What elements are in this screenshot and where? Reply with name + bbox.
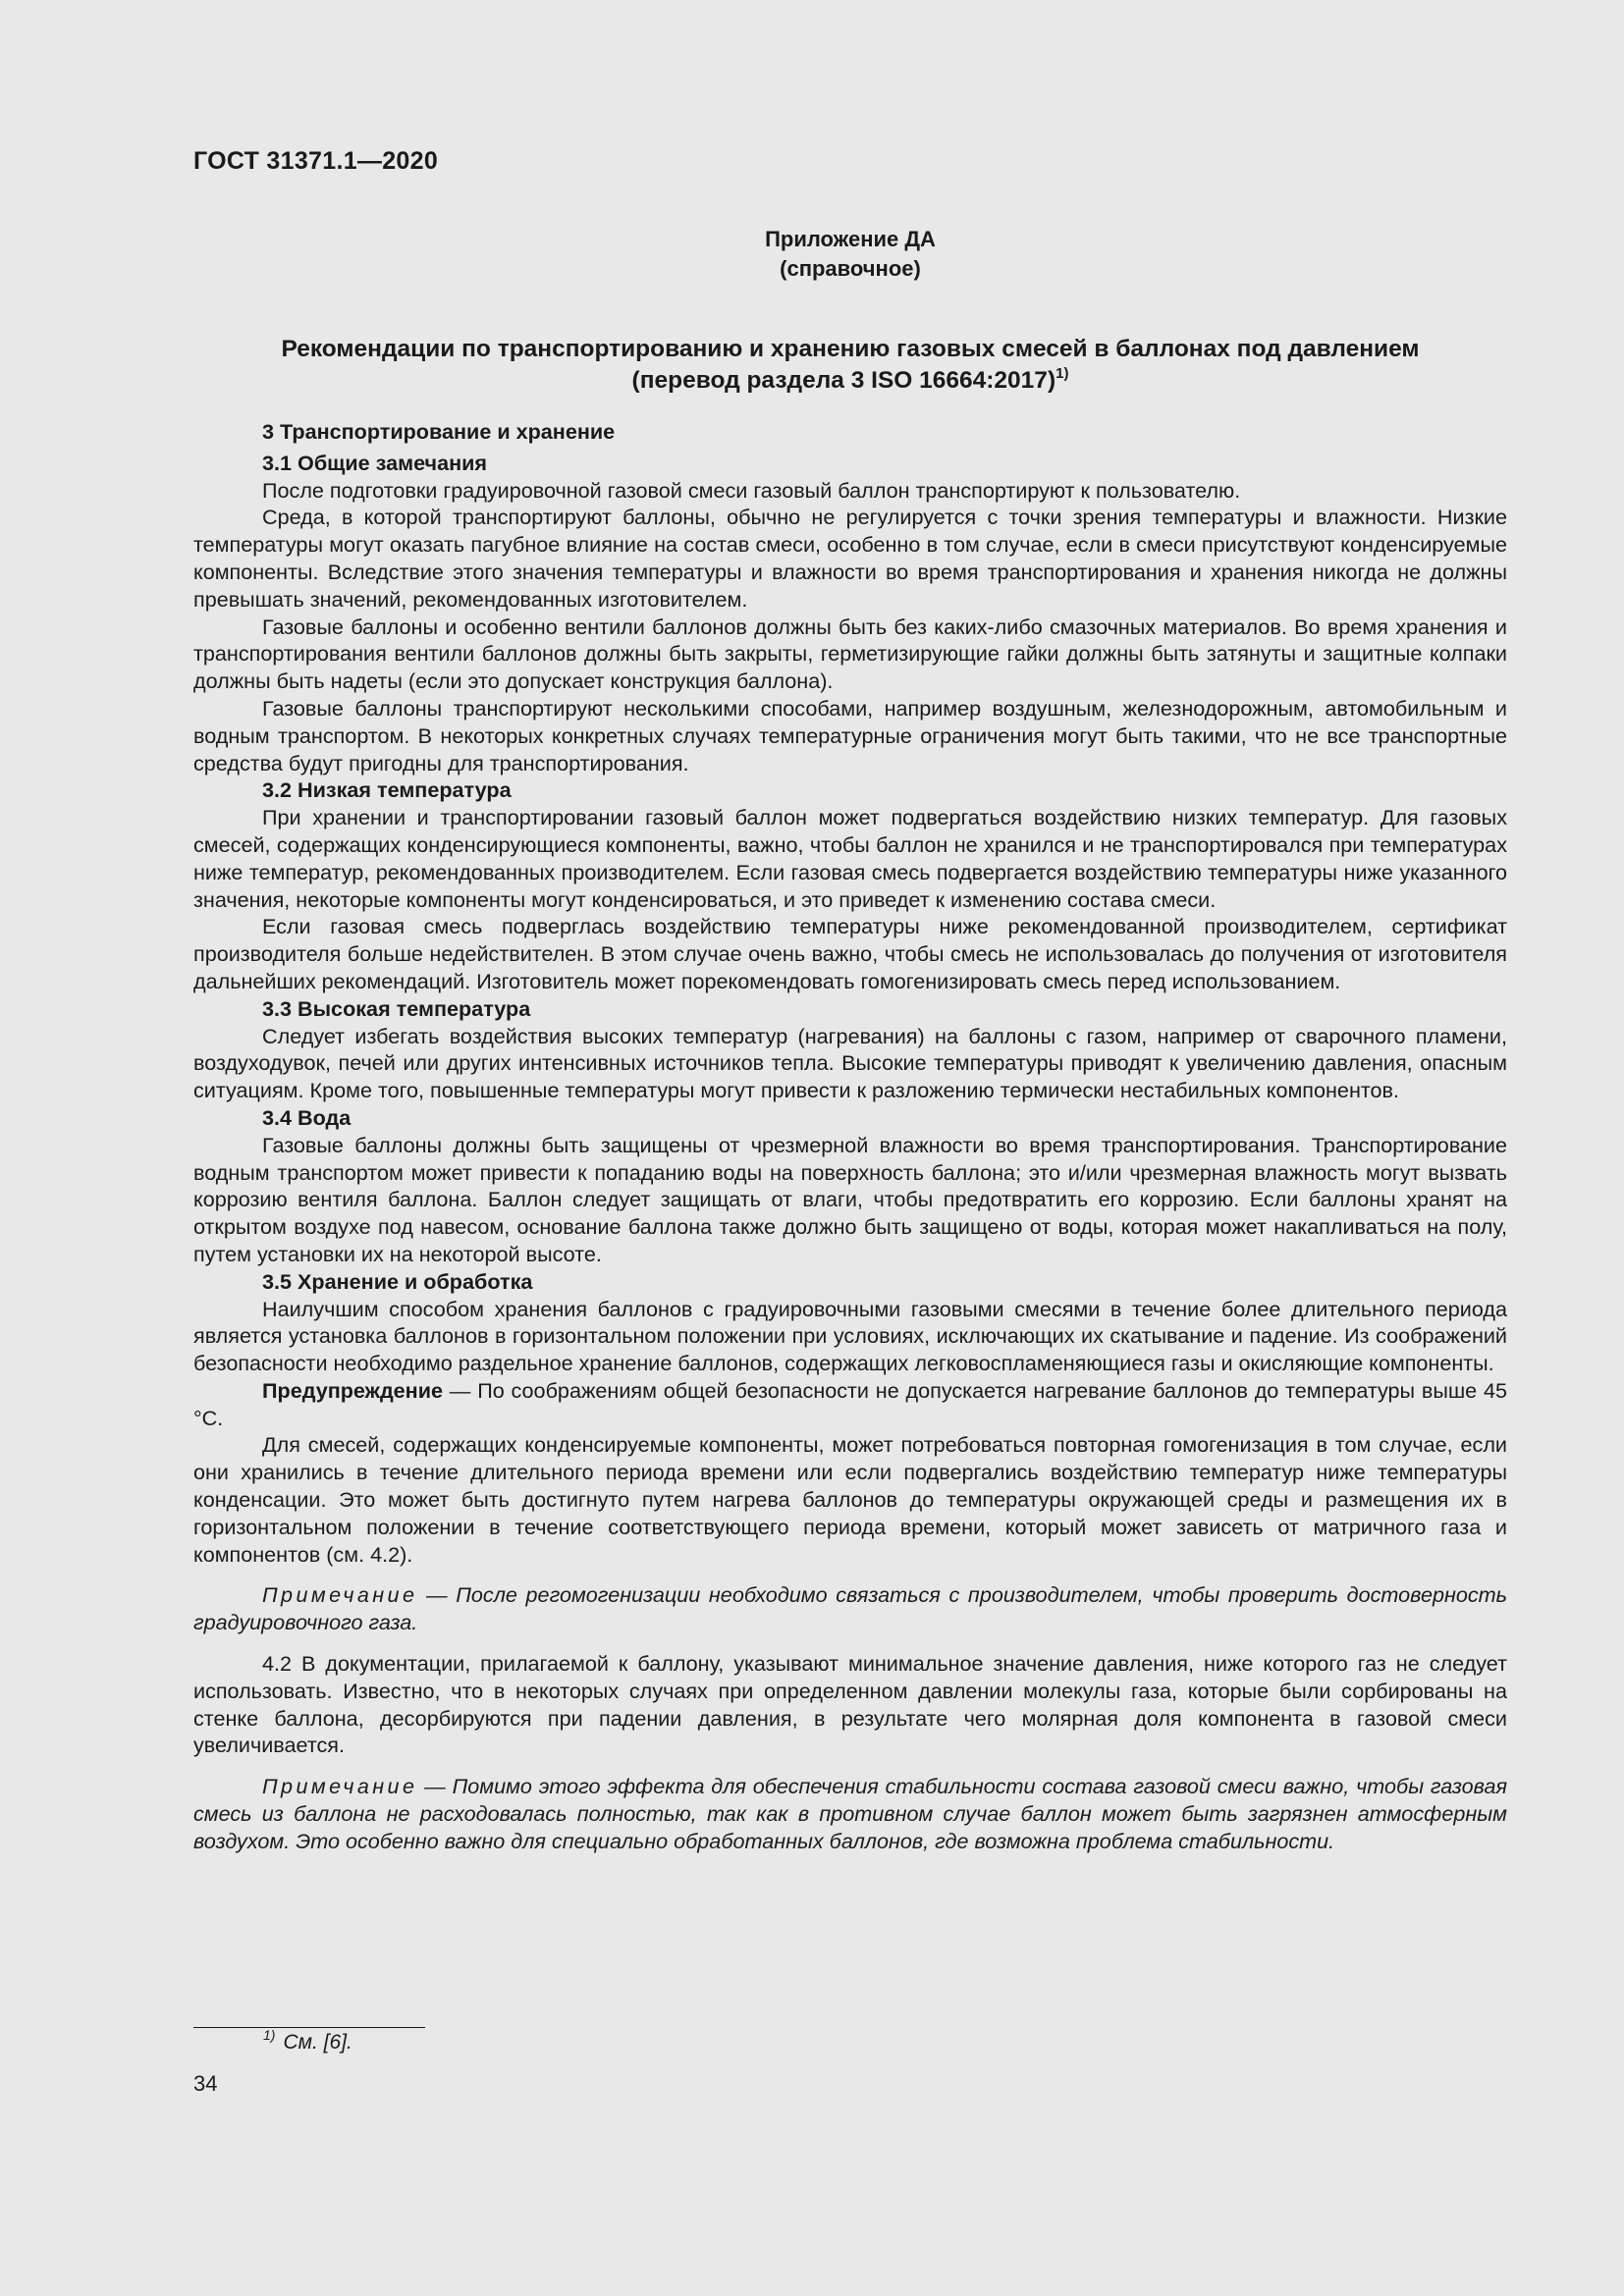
- footnote-divider: [193, 2027, 425, 2028]
- paragraph: Наилучшим способом хранения баллонов с градуировочными газовыми смесями в течение более длительного периода является установка баллонов в горизонтальном положении при условиях, исключающих их скатывание и падение. Из соображений безопасности необходимо раздельное хранение баллонов, содержащих легковоспламеняющиеся газы и окисляющие компоненты.: [193, 1296, 1507, 1376]
- paragraph: Газовые баллоны транспортируют несколькими способами, например воздушным, железнодорожным, автомобильным и водным транспортом. В некоторых конкретных случаях температурные ограничения могут быть такими, что не все транспортные средства будут пригодны для транспортирования.: [193, 695, 1507, 775]
- paragraph: Следует избегать воздействия высоких температур (нагревания) на баллоны с газом, например от сварочного пламени, воздуходувок, печей или других интенсивных источников тепла. Высокие температуры приводят к увеличению давления, опасным ситуациям. Кроме того, повышенные температуры могут привести к разложению термически нестабильных компонентов.: [193, 1023, 1507, 1103]
- paragraph: После подготовки градуировочной газовой смеси газовый баллон транспортируют к пользователю.: [262, 477, 1241, 503]
- section-heading: 3 Транспортирование и хранение: [262, 419, 616, 444]
- document-title: [193, 334, 1507, 397]
- paragraph: 4.2 В документации, прилагаемой к баллону, указывают минимальное значение давления, ниже которого газ не следует использовать. Известно, что в некоторых случаях при определенном давлении молекулы газа, которые были сорбированы на стенке баллона, десорбируются при падении давления, в результате чего молярная доля компонента в газовой смеси увеличивается.: [193, 1651, 1507, 1758]
- warning-label: Предупреждение: [262, 1377, 444, 1403]
- page-number: 34: [193, 2071, 218, 2096]
- annex-heading: [193, 225, 1507, 284]
- annex-status: (справочное): [780, 256, 921, 281]
- paragraph: Среда, в которой транспортируют баллоны, обычно не регулируется с точки зрения температуры и влажности. Низкие температуры могут оказать пагубное влияние на состав смеси, особенно в том случае, если в смеси присутствуют конденсируемые компоненты. Вследствие этого значения температуры и влажности во время транспортирования и хранения никогда не должны превышать значений, рекомендованных изготовителем.: [193, 505, 1507, 612]
- subsection-heading-3-3: 3.3 Высокая температура: [262, 995, 531, 1021]
- standard-code: ГОСТ 31371.1—2020: [193, 147, 439, 175]
- warning-text: — По соображениям общей безопасности не допускается нагревание баллонов до температуры выше 45 °С.: [193, 1377, 1507, 1430]
- footnote-text: См. [6].: [283, 2031, 352, 2054]
- subsection-heading-3-1: 3.1 Общие замечания: [262, 450, 488, 475]
- note-label: Примечание: [262, 1774, 418, 1799]
- title-line-2: [193, 365, 1507, 397]
- title-line-1: Рекомендации по транспортированию и хранению газовых смесей в баллонах под давлением: [281, 336, 1420, 362]
- title-line-2-text: (перевод раздела 3 ISO 16664:2017): [631, 367, 1056, 394]
- paragraph: Если газовая смесь подверглась воздействию температуры ниже рекомендованной производителем, сертификат производителя больше недействителен. В этом случае очень важно, чтобы смесь не использовалась до получения от изготовителя дальнейших рекомендаций. Изготовитель может порекомендовать гомогенизировать смесь перед использованием.: [193, 914, 1507, 993]
- paragraph: Газовые баллоны и особенно вентили баллонов должны быть без каких-либо смазочных материалов. Во время хранения и транспортирования вентили баллонов должны быть закрыты, герметизирующие гайки должны быть затянуты и защитные колпаки должны быть надеты (если это допускает конструкция баллона).: [193, 614, 1507, 694]
- note-paragraph: [193, 1581, 1507, 1636]
- footnote: [263, 2027, 352, 2055]
- paragraph: Газовые баллоны должны быть защищены от чрезмерной влажности во время транспортирования. Транспортирование водным транспортом может привести к попаданию воды на поверхность баллона; это и/или чрезмерная влажность могут вызвать коррозию вентиля баллона. Баллон следует защищать от влаги, чтобы предотвратить его коррозию. Если баллоны хранят на открытом воздухе под навесом, основание баллона также должно быть защищено от воды, которая может накапливаться на полу, путем установки их на некоторой высоте.: [193, 1132, 1507, 1266]
- note-text: — Помимо этого эффекта для обеспечения стабильности состава газовой смеси важно, чтобы газовая смесь из баллона не расходовалась полностью, так как в противном случае баллон может быть загрязнен атмосферным воздухом. Это особенно важно для специально обработанных баллонов, где возможна проблема стабильности.: [193, 1774, 1507, 1853]
- note-text: — После регомогенизации необходимо связаться с производителем, чтобы проверить достоверность градуировочного газа.: [193, 1582, 1507, 1635]
- subsection-heading-3-4: 3.4 Вода: [262, 1104, 352, 1130]
- subsection-heading-3-5: 3.5 Хранение и обработка: [262, 1268, 533, 1294]
- title-footnote-ref: 1): [1056, 365, 1069, 382]
- body-text: [193, 418, 1507, 1869]
- subsection-heading-3-2: 3.2 Низкая температура: [262, 777, 512, 803]
- paragraph: Для смесей, содержащих конденсируемые компоненты, может потребоваться повторная гомогенизация в том случае, если они хранились в течение длительного периода времени или если подвергались воздействию температур ниже температуры конденсации. Это может быть достигнуто путем нагрева баллонов до температуры окружающей среды и размещения их в горизонтальном положении в течение соответствующего периода времени, который может зависеть от матричного газа и компонентов (см. 4.2).: [193, 1432, 1507, 1567]
- warning-paragraph: [193, 1377, 1507, 1432]
- annex-title: Приложение ДА: [765, 227, 936, 251]
- paragraph: При хранении и транспортировании газовый баллон может подвергаться воздействию низких температур. Для газовых смесей, содержащих конденсирующиеся компоненты, важно, чтобы баллон не хранился и не транспортировался при температурах ниже температур, рекомендованных производителем. Если газовая смесь подвергается воздействию температуры ниже указанного значения, некоторые компоненты могут конденсироваться, и это приведет к изменению состава смеси.: [193, 805, 1507, 912]
- note-paragraph: [193, 1773, 1507, 1854]
- footnote-ref: 1): [263, 2027, 276, 2043]
- note-label: Примечание: [262, 1582, 418, 1608]
